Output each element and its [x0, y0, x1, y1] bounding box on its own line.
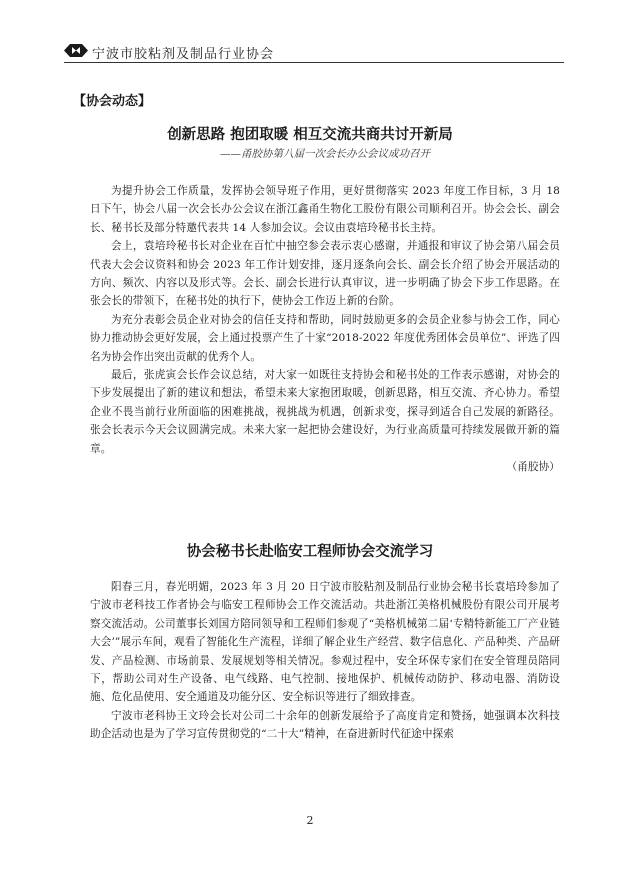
article1-paragraph: 为提升协会工作质量，发挥协会领导班子作用，更好贯彻落实 2023 年度工作目标，3 月 18 日下午，协会八届一次会长办公会议在浙江鑫甬生物化工股份有限公司顺利召开。协会会长、副会长、秘书长及部分特邀代表共 14 人参加会议。会议由袁培玲秘书长主持。: [90, 185, 560, 234]
header-divider: [64, 62, 564, 63]
association-logo-icon: [64, 43, 88, 58]
article2-title: 协会秘书长赴临安工程师协会交流学习: [186, 544, 434, 560]
article1-subtitle: ——甬胶协第八届一次会长办公会议成功召开: [220, 148, 430, 160]
article1-paragraph: 最后，张虎寅会长作会议总结，对大家一如既往支持协会和秘书处的工作表示感谢，对协会的下步发展提出了新的建议和想法，希望未来大家抱团取暖，创新思路，相互交流、齐心协力。希望企业不畏当前行业所面临的困难挑战，视挑战为机遇，创新求变，探寻到适合自己发展的新路径。张会长表示今天会议圆满完成。未来大家一起把协会建设好，为行业高质量可持续发展做开新的篇章。: [90, 369, 560, 455]
article2-paragraph: 阳春三月，春光明媚，2023 年 3 月 20 日宁波市胶粘剂及制品行业协会秘书长袁培玲参加了宁波市老科技工作者协会与临安工程师协会工作交流活动。共赴浙江美格机械股份有限公司开展考察交流活动。公司董事长刘国方陪同领导和工程师们参观了“美格机械第二届‘专精特新能工厂产业链大会’”展示车间，观看了智能化生产流程，详细了解企业生产经营、数字信息化、产品种类、产品研发、产品检测、市场前景、发展规划等相关情况。参观过程中，安全环保专家们在安全管理员陪同下，帮助公司对生产设备、电气线路、电气控制、接地保护、机械传动防护、移动电器、消防设施、危化品使用、安全通道及功能分区、安全标识等进行了细致排查。: [90, 581, 560, 704]
article1-paragraph: 会上，袁培玲秘书长对企业在百忙中抽空参会表示衷心感谢，并通报和审议了协会第八届会员代表大会会议资料和协会 2023 年工作计划安排，逐月逐条向会长、副会长介绍了协会开展活动的方向、频次、内容以及形式等。会长、副会长进行认真审议，进一步明确了协会下步工作思路。在张会长的带领下，在秘书处的执行下，使协会工作迈上新的台阶。: [90, 240, 560, 308]
article2-body: [90, 578, 560, 744]
section-label: 【协会动态】: [73, 94, 152, 109]
article1-paragraph: 为充分表彰会员企业对协会的信任支持和帮助，同时鼓励更多的会员企业参与协会工作，同心协力推动协会更好发展，会上通过投票产生了十家“2018-2022 年度优秀团体会员单位”、评选了四名为协会作出突出贡献的优秀个人。: [90, 313, 560, 363]
article1-body: [90, 182, 560, 477]
page-number: 2: [306, 814, 314, 827]
article2-paragraph: 宁波市老科协王文玲会长对公司二十余年的创新发展给予了高度肯定和赞扬，她强调本次科技助企活动也是为了学习宣传贯彻党的“二十大”精神，在奋进新时代征途中探索: [90, 709, 560, 741]
header-title: 宁波市胶粘剂及制品行业协会: [92, 47, 275, 62]
article1-title: 创新思路 抱团取暖 相互交流共商共讨开新局: [167, 127, 453, 143]
article1-signature: （甬胶协）: [506, 461, 560, 474]
page-header: [64, 40, 564, 62]
